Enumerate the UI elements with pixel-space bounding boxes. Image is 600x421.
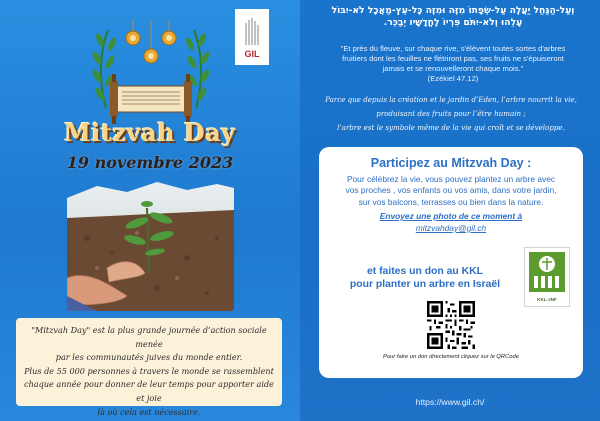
body-line: vos proches , vos enfants ou vos amis, dans votre jardin, <box>345 185 557 196</box>
quote-line: jamais et se renouvelleront chaque mois." <box>382 64 524 73</box>
event-date: 19 novembre 2023 <box>66 153 234 172</box>
mitzvah-day-description-card <box>16 318 282 417</box>
event-title: Mitzvah Day <box>64 118 236 147</box>
description-line: là où cela est nécessaire. <box>97 406 201 417</box>
hebrew-line: וְעַל-הַנַּחַל יַעֲלֶה עַל-שְׂפָתוֹ מִזֶּה וּמִזֶּה כָּל-עֵץ-מַאֲכָל לֹא-יִבּוֹל <box>331 5 575 16</box>
tree-paragraph <box>308 93 594 135</box>
paragraph-line: l’arbre est le symbole même de la vie qui croît et se développe. <box>337 123 565 132</box>
planting-photo <box>67 178 234 311</box>
donation-text <box>337 265 513 291</box>
kkl-tree-icon <box>525 248 569 296</box>
french-quote <box>312 44 594 84</box>
description-line: "Mitzvah Day" est la plus grande journée d’action sociale menée <box>31 325 267 349</box>
website-link[interactable]: https://www.gil.ch/ <box>415 397 485 407</box>
paragraph-line: Parce que depuis la création et le jardin d’Eden, l’arbre nourrit la vie, <box>325 95 577 104</box>
participate-card <box>319 147 583 378</box>
planting-photo-image <box>67 178 234 311</box>
kkl-text: KKL-JNF <box>537 297 557 302</box>
logo-text: GIL <box>244 49 260 59</box>
body-line: sur vos balcons, terrasses ou bien dans la nature. <box>358 196 544 207</box>
email-link[interactable]: mitzvahday@gil.ch <box>415 223 487 233</box>
hebrew-verse <box>312 5 594 29</box>
quote-reference: (Ezékiel 47.12) <box>427 74 479 83</box>
body-line: Pour célébrez la vie, vous pouvez plantez un arbre avec <box>346 174 556 184</box>
participate-title: Participez au Mitzvah Day : <box>370 156 532 170</box>
paragraph-line: produisant des fruits pour l’être humain ; <box>376 109 526 118</box>
participate-body <box>327 174 575 208</box>
kkl-logo <box>524 247 570 307</box>
qr-code-note: Pour faire un don directement cliquez sur le QRCode <box>383 354 519 360</box>
donation-line: et faites un don au KKL <box>366 266 484 277</box>
send-photo-cta: Envoyez une photo de ce moment à <box>379 211 523 221</box>
description-text <box>24 324 274 419</box>
donation-line: pour planter un arbre en Israël <box>349 279 501 290</box>
logo-lines-icon <box>244 17 260 47</box>
description-line: par les communautés juives du monde entier. <box>55 352 243 363</box>
donation-qr-code-icon[interactable] <box>427 301 475 349</box>
quote-line: fruitiers dont les feuilles ne flétriront pas, ses fruits ne s'épuiseront <box>342 54 564 63</box>
description-line: Plus de 55 000 personnes à travers le monde se rassemblent <box>24 365 274 376</box>
quote-line: "Et près du fleuve, sur chaque rive, s'élèvent toutes sortes d'arbres <box>340 44 566 53</box>
gil-logo <box>235 9 269 65</box>
torah-scroll-emblem-icon <box>86 20 216 130</box>
description-line: chaque année pour donner de leur temps pour apporter aide et joie <box>24 379 274 403</box>
hebrew-line: עָלֵהוּ וְלֹא-יִתֹּם פִּרְיוֹ לֶחֳדָשָׁיו יְבַכֵּר. <box>383 17 523 28</box>
